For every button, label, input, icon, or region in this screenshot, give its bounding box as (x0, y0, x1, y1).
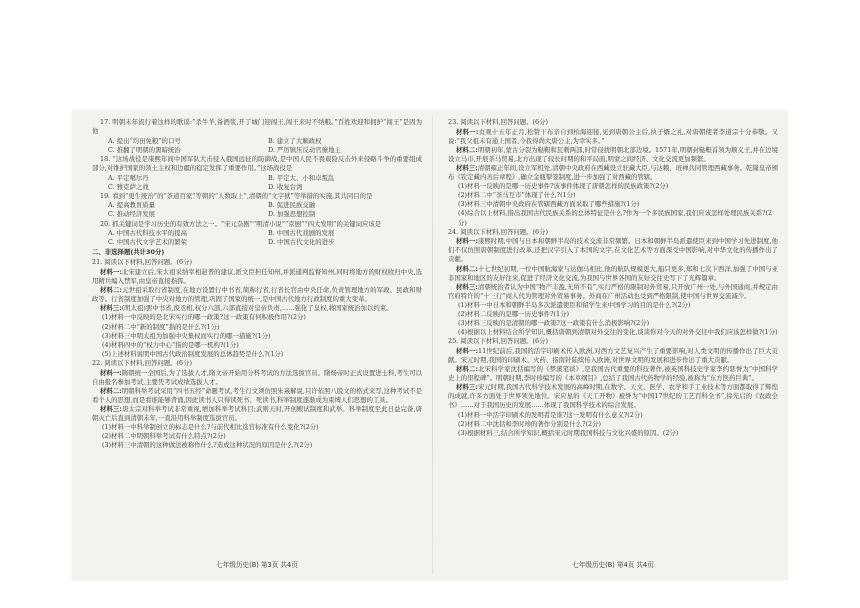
page-footer: 七年级历史(B) 第3页 共4页 (216, 560, 298, 569)
material (92, 405, 422, 423)
material-text: 唐太宗对科举考试非常重视,增加科举考试科目;武则天时,开创殿试制度和武举。科举制度至此日益完备,唐朝灭亡后直到清朝末年,一直沿用科举制度选拔官员。 (92, 404, 422, 422)
material (448, 128, 778, 146)
material (92, 369, 422, 387)
question-18-options (92, 174, 422, 192)
material (448, 164, 778, 182)
section-heading: 二、非选择题(共计30分) (92, 248, 165, 257)
sub-question: (4)材料四中的“权力中心”指的是哪一机构?(1分) (102, 340, 239, 349)
question-24-stem: 24. 阅读以下材料,回答问题。(6分) (448, 227, 548, 236)
material-label: 材料三: (456, 163, 478, 172)
question-20-stem: 20. 抓关键词是学习历史的有效方法之一。“宋元杂剧”“明清小说”“京剧”“四大发明”的关键词应该是 (100, 219, 382, 228)
material-label: 材料一: (100, 368, 122, 377)
question-18-stem: 18. “这场战役是康熙年间中国军队大击侵入俄国远征的防御战,是中国人民不畏艰险反击外来侵略斗争的重要组成部分,对维护国家的领土主权和边疆的稳定发挥了重要作用。”这场战役是 (92, 154, 422, 172)
sub-question: (1)材料一中活字印刷术的发明者是谁?这一发明有什么意义?(2分) (458, 410, 643, 419)
question-17-options (92, 137, 422, 155)
option: D. 收复台湾 (268, 182, 303, 191)
sub-question: (2)材料二中明朝科举考试有什么特点?(2分) (102, 432, 226, 441)
material (92, 286, 422, 304)
material-label: 材料二: (100, 386, 122, 395)
page-4-content (448, 118, 778, 558)
option: B. 促进民族交融 (268, 201, 316, 210)
exam-sheet (72, 110, 788, 580)
material (448, 365, 778, 383)
option: A. 提出“均田免粮”的口号 (108, 136, 181, 145)
material-text: 清朝统治者认为中国“物产丰盈,无所不有”,实行严格的限制对外贸易,只开放广州一处,与外国通商,并规定由官府特许的“十三行”商人代为管理对外贸易事务。外商在广州活动也受到严格限制,使中国与世界交流减少。 (448, 282, 778, 300)
sub-question: (3)材料三中明太祖为加强中央集权而实行的哪一措施?(1分) (102, 331, 271, 340)
material-label: 材料一: (456, 237, 478, 246)
sub-question: (3)材料三中清朝中央政府在管辖西藏方面采取了哪些措施?(1分) (458, 200, 640, 209)
option: C. 雅克萨之战 (108, 182, 149, 191)
option: D. 加强思想控制 (268, 210, 316, 219)
material-text: (明太祖)罢中书省,废丞相,权分六部,六部直接对皇帝负责,……强化了皇权,将国家统治加以约束。 (121, 304, 393, 313)
material-label: 材料一: (456, 346, 479, 355)
material-label: 材料二: (456, 264, 478, 273)
page-3-content (92, 118, 422, 558)
material (448, 347, 778, 365)
question-20-options (92, 229, 422, 247)
sub-question: (1)材料一中反映的是北宋实行的哪一政策?这一政策有何积极作用?(2分) (102, 313, 306, 322)
question-25-stem: 25. 阅读以下材料,回答问题。(6分) (448, 337, 548, 346)
material-text: 元世祖采取行省制度,在地方设置行中书省,简称行省,行省长官由中央任命,负责管理地方的军政、民政和财政等。行省制度加强了中央对地方的管理,巩固了国家的统一,是中国古代地方行政制度的重大变革。 (92, 286, 422, 304)
option: C. 中国古代文学艺术的繁荣 (108, 238, 188, 247)
option: D. 严厉镇压反动官僚地主 (268, 145, 341, 154)
question-17-stem: 17. 明朝末年流行着这样的歌谣:“杀牛羊,备酒浆,开了城门迎闯王,闯王来时不纳粮。”百姓欢迎和拥护“闯王”是因为他 (92, 118, 422, 136)
sub-question: (1)材料一反映的是哪一历史事件?该事件体现了唐朝怎样的民族政策?(2分) (458, 182, 669, 191)
material (448, 146, 778, 164)
option: A. 中国古代科技水平的提高 (108, 229, 187, 238)
material-label: 材料二: (456, 145, 478, 154)
material-text: 清朝雍正年间,设立军机处,清朝中央政府在西藏设立驻藏大臣,与达赖、班禅共同管理西藏事务。乾隆皇帝颁布《钦定藏内善后章程》,确立金瓶掣签制度,进一步加强了对西藏的管辖。 (448, 163, 778, 182)
sub-question: (2)材料二反映的是哪一历史事件?(1分) (458, 309, 569, 318)
sub-question: (2)材料二中“茶马互市”体现了什么?(1分) (458, 191, 576, 200)
material (92, 268, 422, 286)
material-label: 材料三: (456, 282, 478, 291)
option: B. 建立了大顺政权 (268, 136, 322, 145)
option: A. 平定噶尔丹 (108, 173, 149, 182)
option: B. 中国古代戏剧的发展 (268, 229, 335, 238)
material-text: 贞观十五年正月,松赞干布亲自到柏海迎接,见到唐朝公主后,执子婿之礼,对唐朝使者李道宗十分恭敬。又说:“我父祖未有通上国者,今我得尚大唐公主,为幸实多。” (448, 127, 778, 145)
material-label: 材料二: (100, 286, 122, 295)
material-label: 材料一: (100, 268, 122, 276)
material-label: 材料三: (100, 404, 122, 413)
material-label: 材料二: (456, 365, 479, 374)
option: D. 中国古代文化的进步 (268, 238, 335, 247)
material-text: 隋朝统一全国后,为了选拔人才,隋文帝开始用分科考试的方法选拔官员。隋炀帝时正式设置进士科,考生可以自由报名参加考试,主要凭考试成绩选拔人才。 (92, 368, 422, 386)
question-19-stem: 19. 看到“更生统治”的“茶道百家”等朝的“人数取上”,清朝的“文字狱”等举措的实施,其共同目的是 (100, 191, 373, 200)
sub-question: (1)材料一中日本和朝鲜半岛多次派遣使臣和留学生来中国学习的目的是什么?(2分) (458, 300, 691, 309)
question-22-stem: 22. 阅读以下材料,回答问题。(6分) (92, 358, 192, 367)
sub-question: (1)材料一中科举制创立的标志是什么?与前代相比选官标准有什么变化?(2分) (102, 423, 319, 432)
option: B. 平定大、小和卓叛乱 (268, 173, 335, 182)
material-text: 宋元时期,我国古代科学技术发展的高峰时期,在数学、天文、医学、农学和手工业技术等方面都取得了辉煌的成就,许多方面处于世界领先地位。宋应星的《天工开物》被誉为“中国17世纪的工艺百科全书”,徐光启的《农政全书》……对于我国历史的发展……体现了我国科学技术的综合发展。 (448, 383, 778, 410)
sub-question: (3)材料三中清朝的这种做法被称作什么?造成这种状况的原因是什么?(2分) (102, 441, 313, 450)
option: C. 推翻了明朝的黑暗统治 (108, 145, 181, 154)
sub-question: (4)根据以上材料结合所学知识,概括唐朝到清朝对外交往的变化,谈谈你对今天的对外交往中我们应该怎样做?(1分) (458, 328, 778, 337)
sub-question: (4)综合以上材料,指出我国古代民族关系的总体特征是什么?作为一个多民族国家,我们应该怎样处理民族关系?(2分) (458, 209, 773, 227)
material-text: 十七世纪初期,一位中国航海家与达伽马相比,他的航队规模更大,船只更多,郑和七次下西洋,加强了中国与亚非国家和地区的友好往来,促进了经济文化交流,为我国与世界各国的友好交往史写下了光辉篇章。 (448, 264, 778, 282)
material-label: 材料一: (456, 127, 479, 136)
question-23-stem: 23. 阅读以下材料,回答问题。(6分) (448, 118, 548, 126)
material-text: 明朝初年,蒙古分裂为鞑靼和瓦剌两部,时常侵扰明朝北部边境。1571年,明朝封鞑靼首领为顺义王,并在边境设立马市,开展茶马贸易,北方出现了较长时期的和平局面,明蒙之间经济、文化交流更加频繁。 (448, 145, 778, 163)
material-label: 材料三: (456, 383, 478, 392)
material (448, 237, 778, 264)
sub-question: (3)根据材料三,结合所学知识,概括宋元时期我国科技与文化兴盛的原因。(2分) (458, 428, 679, 437)
material-text: 北宋建立后,宋太祖采纳宰相赵普的建议,派文臣担任知州,并派通判监督知州,同时将地方的财权收归中央,选用精兵编入禁军,由皇帝直接指挥。 (92, 268, 422, 286)
option: A. 提高教育质量 (108, 201, 156, 210)
question-21-stem: 21. 阅读以下材料,回答问题。(6分) (92, 258, 192, 267)
sub-question: (2)材料二中“新的制度”指的是什么?(1分) (102, 322, 220, 331)
material-text: 北宋科学家沈括编写的《梦溪笔谈》,是我国古代重要的科技著作,被英国科技史学家李约瑟誉为“中国科学史上的里程碑”。明朝时期,李时珍编写的《本草纲目》,总结了我国古代药物学的经验,被称为“东方医药巨典”。 (448, 365, 778, 383)
material (448, 265, 778, 283)
page-4 (448, 118, 778, 572)
material-text: 明朝科举考试采用“四书五经”命题考试,考生行文须仿照朱熹解说,只许依照八股文的格式来写,这种考试不是看个人的思想,而是看谁能够背诵,因此读书人只得读死书、死读书,科举制度逐渐成为束缚人们思想的工具。 (92, 386, 422, 404)
sub-question: (3)材料三反映的是清朝的哪一政策?这一政策有什么消极影响?(2分) (458, 319, 650, 328)
material (92, 387, 422, 405)
material (448, 283, 778, 301)
sub-question: (5)上述材料说明中国古代政治制度发展的总体趋势是什么?(1分) (102, 349, 284, 358)
material-label: 材料三: (100, 304, 122, 313)
page-footer: 七年级历史(B) 第4页 共4页 (572, 560, 654, 569)
material-text: 康熙时期,中国与日本和朝鲜半岛的技术交流非常频繁。日本和朝鲜半岛派遣使臣来到中国学习先进制度,他们不仅仿照唐朝制度进行改革,还把汉字引入了本国的文字,在文化艺术等方面深受中国影响,对中华文化的传播作出了贡献。 (448, 237, 778, 264)
option: C. 推动经济发展 (108, 210, 156, 219)
material (448, 383, 778, 410)
page-divider (432, 116, 433, 574)
sub-question: (2)材料二中沈括和李时珍的著作分别是什么?(2分) (458, 419, 601, 428)
page-3 (92, 118, 422, 572)
material-text: 11世纪前后,我国的活字印刷术传入欧洲,对西方文艺复兴产生了重要影响,对人类文明的传播作出了巨大贡献。宋元时期,我国的印刷术、火药、指南针陆续传入欧洲,对世界文明的发展和进步作出了重大贡献。 (448, 346, 778, 364)
question-19-options (92, 201, 422, 219)
